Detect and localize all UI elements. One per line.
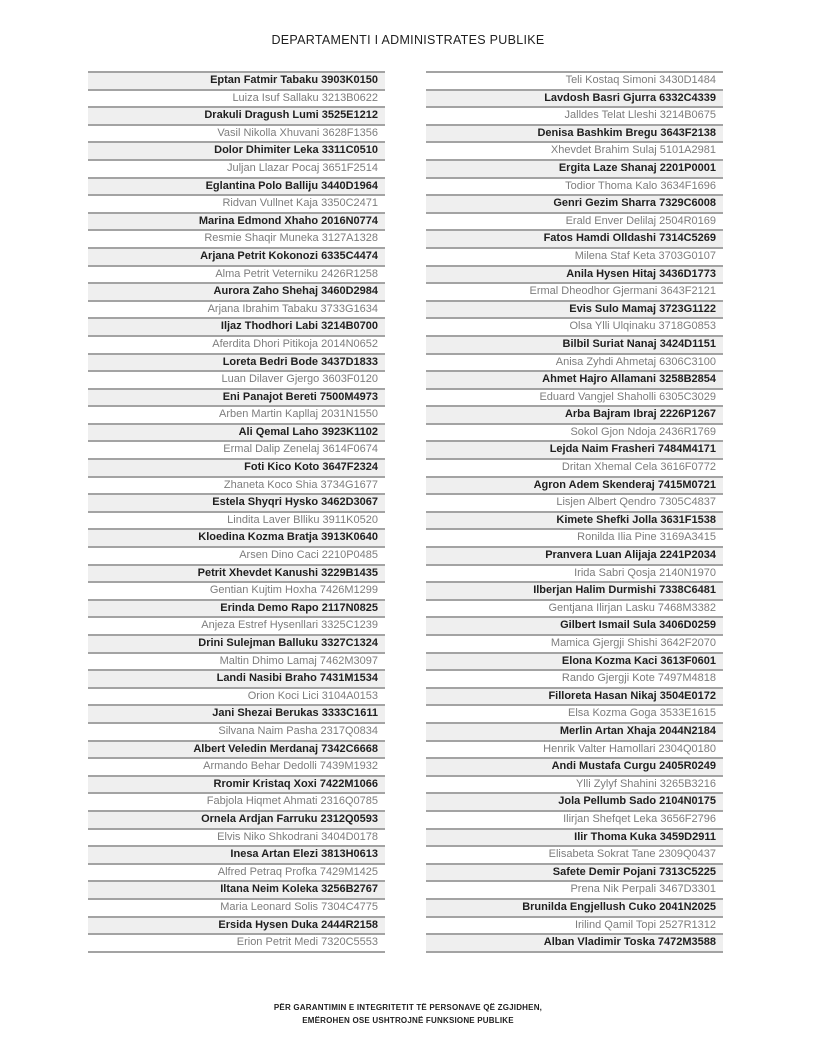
list-row: Dritan Xhemal Cela 3616F0772 <box>426 460 723 478</box>
list-row: Evis Sulo Mamaj 3723G1122 <box>426 302 723 320</box>
list-row: Erion Petrit Medi 7320C5553 <box>88 935 385 953</box>
list-row: Resmie Shaqir Muneka 3127A1328 <box>88 231 385 249</box>
list-row: Anila Hysen Hitaj 3436D1773 <box>426 267 723 285</box>
list-row: Elona Kozma Kaci 3613F0601 <box>426 654 723 672</box>
list-row: Kimete Shefki Jolla 3631F1538 <box>426 513 723 531</box>
list-row: Ilir Thoma Kuka 3459D2911 <box>426 830 723 848</box>
list-row: Merlin Artan Xhaja 2044N2184 <box>426 724 723 742</box>
list-row: Henrik Valter Hamollari 2304Q0180 <box>426 742 723 760</box>
list-row: Aferdita Dhori Pitikoja 2014N0652 <box>88 337 385 355</box>
list-row: Rromir Kristaq Xoxi 7422M1066 <box>88 777 385 795</box>
list-row: Elvis Niko Shkodrani 3404D0178 <box>88 830 385 848</box>
list-row: Olsa Ylli Ulqinaku 3718G0853 <box>426 319 723 337</box>
list-row: Andi Mustafa Curgu 2405R0249 <box>426 759 723 777</box>
list-row: Ahmet Hajro Allamani 3258B2854 <box>426 372 723 390</box>
list-row: Agron Adem Skenderaj 7415M0721 <box>426 478 723 496</box>
list-row: Alma Petrit Veterniku 2426R1258 <box>88 267 385 285</box>
list-row: Eduard Vangjel Shaholli 6305C3029 <box>426 390 723 408</box>
list-row: Loreta Bedri Bode 3437D1833 <box>88 355 385 373</box>
list-row: Safete Demir Pojani 7313C5225 <box>426 865 723 883</box>
list-row: Lindita Laver Blliku 3911K0520 <box>88 513 385 531</box>
list-row: Inesa Artan Elezi 3813H0613 <box>88 847 385 865</box>
list-row: Iltana Neim Koleka 3256B2767 <box>88 882 385 900</box>
list-row: Lavdosh Basri Gjurra 6332C4339 <box>426 91 723 109</box>
list-row: Teli Kostaq Simoni 3430D1484 <box>426 73 723 91</box>
list-row: Juljan Llazar Pocaj 3651F2514 <box>88 161 385 179</box>
list-row: Estela Shyqri Hysko 3462D3067 <box>88 495 385 513</box>
list-row: Arsen Dino Caci 2210P0485 <box>88 548 385 566</box>
list-row: Arjana Ibrahim Tabaku 3733G1634 <box>88 302 385 320</box>
list-row: Landi Nasibi Braho 7431M1534 <box>88 671 385 689</box>
list-row: Xhevdet Brahim Sulaj 5101A2981 <box>426 143 723 161</box>
page-footer <box>0 1001 816 1027</box>
list-row: Lisjen Albert Qendro 7305C4837 <box>426 495 723 513</box>
list-row: Prena Nik Perpali 3467D3301 <box>426 882 723 900</box>
list-row: Armando Behar Dedolli 7439M1932 <box>88 759 385 777</box>
name-list-right <box>426 71 723 953</box>
list-row: Bilbil Suriat Nanaj 3424D1151 <box>426 337 723 355</box>
list-row: Eptan Fatmir Tabaku 3903K0150 <box>88 73 385 91</box>
list-row: Orion Koci Lici 3104A0153 <box>88 689 385 707</box>
list-row: Luan Dilaver Gjergo 3603F0120 <box>88 372 385 390</box>
list-row: Eglantina Polo Balliju 3440D1964 <box>88 179 385 197</box>
list-row: Ermal Dalip Zenelaj 3614F0674 <box>88 442 385 460</box>
list-row: Jani Shezai Berukas 3333C1611 <box>88 706 385 724</box>
list-row: Marina Edmond Xhaho 2016N0774 <box>88 214 385 232</box>
list-row: Aurora Zaho Shehaj 3460D2984 <box>88 284 385 302</box>
list-row: Gilbert Ismail Sula 3406D0259 <box>426 618 723 636</box>
list-row: Eni Panajot Bereti 7500M4973 <box>88 390 385 408</box>
list-row: Kloedina Kozma Bratja 3913K0640 <box>88 530 385 548</box>
list-row: Elsa Kozma Goga 3533E1615 <box>426 706 723 724</box>
list-row: Sokol Gjon Ndoja 2436R1769 <box>426 425 723 443</box>
list-row: Erald Enver Delilaj 2504R0169 <box>426 214 723 232</box>
list-row: Elisabeta Sokrat Tane 2309Q0437 <box>426 847 723 865</box>
list-row: Arba Bajram Ibraj 2226P1267 <box>426 407 723 425</box>
list-row: Rando Gjergji Kote 7497M4818 <box>426 671 723 689</box>
list-row: Brunilda Engjellush Cuko 2041N2025 <box>426 900 723 918</box>
list-row: Maria Leonard Solis 7304C4775 <box>88 900 385 918</box>
list-row: Ermal Dheodhor Gjermani 3643F2121 <box>426 284 723 302</box>
list-row: Albert Veledin Merdanaj 7342C6668 <box>88 742 385 760</box>
list-row: Jola Pellumb Sado 2104N0175 <box>426 794 723 812</box>
list-row: Foti Kico Koto 3647F2324 <box>88 460 385 478</box>
footer-line-2: EMËROHEN OSE USHTROJNË FUNKSIONE PUBLIKE <box>302 1016 514 1025</box>
list-row: Ali Qemal Laho 3923K1102 <box>88 425 385 443</box>
name-list-left <box>88 71 385 953</box>
name-lists <box>88 71 728 953</box>
list-row: Alfred Petraq Profka 7429M1425 <box>88 865 385 883</box>
list-row: Irida Sabri Qosja 2140N1970 <box>426 566 723 584</box>
list-row: Denisa Bashkim Bregu 3643F2138 <box>426 126 723 144</box>
list-row: Drini Sulejman Balluku 3327C1324 <box>88 636 385 654</box>
list-row: Anjeza Estref Hysenllari 3325C1239 <box>88 618 385 636</box>
list-row: Silvana Naim Pasha 2317Q0834 <box>88 724 385 742</box>
list-row: Irilind Qamil Topi 2527R1312 <box>426 918 723 936</box>
list-row: Ilberjan Halim Durmishi 7338C6481 <box>426 583 723 601</box>
list-row: Arjana Petrit Kokonozi 6335C4474 <box>88 249 385 267</box>
list-row: Ridvan Vullnet Kaja 3350C2471 <box>88 196 385 214</box>
list-row: Zhaneta Koco Shia 3734G1677 <box>88 478 385 496</box>
list-row: Dolor Dhimiter Leka 3311C0510 <box>88 143 385 161</box>
list-row: Maltin Dhimo Lamaj 7462M3097 <box>88 654 385 672</box>
list-row: Mamica Gjergji Shishi 3642F2070 <box>426 636 723 654</box>
list-row: Alban Vladimir Toska 7472M3588 <box>426 935 723 953</box>
list-row: Ornela Ardjan Farruku 2312Q0593 <box>88 812 385 830</box>
list-row: Ronilda Ilia Pine 3169A3415 <box>426 530 723 548</box>
list-row: Jalldes Telat Lleshi 3214B0675 <box>426 108 723 126</box>
list-row: Anisa Zyhdi Ahmetaj 6306C3100 <box>426 355 723 373</box>
list-row: Fabjola Hiqmet Ahmati 2316Q0785 <box>88 794 385 812</box>
list-row: Genri Gezim Sharra 7329C6008 <box>426 196 723 214</box>
list-row: Gentian Kujtim Hoxha 7426M1299 <box>88 583 385 601</box>
list-row: Ylli Zylyf Shahini 3265B3216 <box>426 777 723 795</box>
list-row: Arben Martin Kapllaj 2031N1550 <box>88 407 385 425</box>
list-row: Filloreta Hasan Nikaj 3504E0172 <box>426 689 723 707</box>
footer-line-1: PËR GARANTIMIN E INTEGRITETIT TË PERSONAVE QË ZGJIDHEN, <box>273 1003 543 1012</box>
list-row: Gentjana Ilirjan Lasku 7468M3382 <box>426 601 723 619</box>
list-row: Luiza Isuf Sallaku 3213B0622 <box>88 91 385 109</box>
list-row: Iljaz Thodhori Labi 3214B0700 <box>88 319 385 337</box>
list-row: Drakuli Dragush Lumi 3525E1212 <box>88 108 385 126</box>
list-row: Todior Thoma Kalo 3634F1696 <box>426 179 723 197</box>
page-title: DEPARTAMENTI I ADMINISTRATES PUBLIKE <box>271 33 545 47</box>
list-row: Ergita Laze Shanaj 2201P0001 <box>426 161 723 179</box>
list-row: Petrit Xhevdet Kanushi 3229B1435 <box>88 566 385 584</box>
list-row: Vasil Nikolla Xhuvani 3628F1356 <box>88 126 385 144</box>
list-row: Erinda Demo Rapo 2117N0825 <box>88 601 385 619</box>
list-row: Ilirjan Shefqet Leka 3656F2796 <box>426 812 723 830</box>
list-row: Milena Staf Keta 3703G0107 <box>426 249 723 267</box>
list-row: Fatos Hamdi Olldashi 7314C5269 <box>426 231 723 249</box>
list-row: Ersida Hysen Duka 2444R2158 <box>88 918 385 936</box>
list-row: Pranvera Luan Alijaja 2241P2034 <box>426 548 723 566</box>
list-row: Lejda Naim Frasheri 7484M4171 <box>426 442 723 460</box>
